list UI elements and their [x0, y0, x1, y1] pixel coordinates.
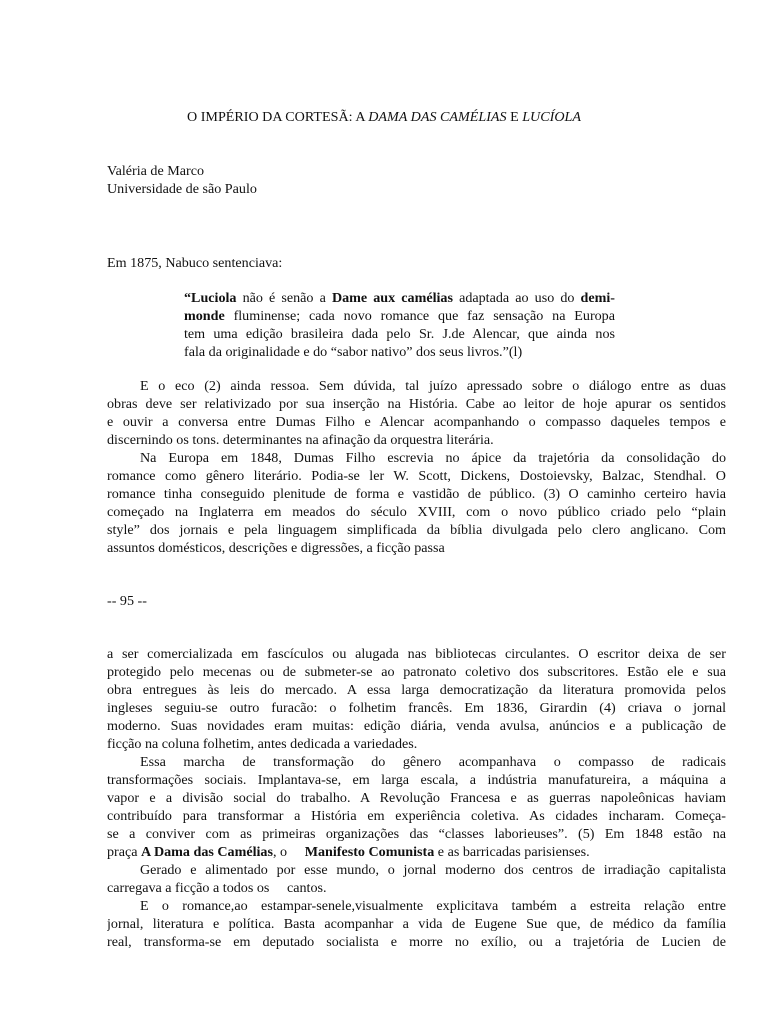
article-title: O IMPÉRIO DA CORTESÃ: A DAMA DAS CAMÉLIAS E LUCÍOLA — [187, 109, 581, 125]
text-line: vapor e a divisão social do trabalho. A Revolução Francesa e as guerras napoleônicas haviam — [107, 790, 726, 806]
text-line: ingleses seguiu-se outro furacão: o folhetim francês. Em 1836, Girardin (4) criava o jornal — [107, 700, 726, 716]
text-line: obras deve ser relativizado por sua inserção na História. Cabe ao leitor de hoje apurar os sentidos — [107, 396, 726, 412]
text-line: Na Europa em 1848, Dumas Filho escrevia no ápice da trajetória da consolidação do — [140, 450, 726, 466]
intro-line: Em 1875, Nabuco sentenciava: — [107, 255, 283, 271]
text-line: moderno. Suas novidades eram muitas: edição diária, venda avulsa, anúncios e a publicação de — [107, 718, 726, 734]
text-line: assuntos domésticos, descrições e digressões, a ficção passa — [107, 540, 445, 556]
quote-line: “Luciola não é senão a Dame aux camélias adaptada ao uso do demi- — [184, 290, 615, 306]
text-line: style” dos jornais e pela linguagem simplificada da bíblia divulgada pelo clero anglicano. Com — [107, 522, 726, 538]
body-text-page-1 — [107, 377, 726, 557]
author-name: Valéria de Marco — [107, 163, 205, 179]
author-block — [107, 162, 257, 198]
text-line: jornal, literatura e política. Basta acompanhar a vida de Eugene Sue que, de médico da família — [107, 916, 726, 932]
text-line: contribuído para transformar a História em experiência coletiva. As cidades incharam. Começa- — [107, 808, 726, 824]
quote-line: fala da originalidade e do “sabor nativo” dos seus livros.”(l) — [184, 344, 523, 360]
text-line: ficção na coluna folhetim, antes dedicada a variedades. — [107, 736, 418, 752]
body-text-page-2 — [107, 645, 726, 951]
text-line: romance como gênero literário. Podia-se ler W. Scott, Dickens, Dostoievsky, Balzac, Stendhal. O — [107, 468, 726, 484]
block-quote — [184, 289, 615, 361]
text-line: começado na Inglaterra em meados do século XVIII, com o novo público criado pelo “plain — [107, 504, 726, 520]
text-line: protegido pelo mecenas ou de submeter-se ao patronato coletivo dos subscritores. Estão ele e sua — [107, 664, 726, 680]
author-affiliation: Universidade de são Paulo — [107, 181, 257, 197]
text-line: E o romance,ao estampar-senele,visualmente explicitava também a estreita relação entre — [140, 898, 726, 914]
text-line: transformações sociais. Implantava-se, em larga escala, a indústria manufatureira, a máquina a — [107, 772, 726, 788]
text-line: a ser comercializada em fascículos ou alugada nas bibliotecas circulantes. O escritor deixa de ser — [107, 646, 726, 662]
text-line: e ouvir a conversa entre Dumas Filho e Alencar acompanhando o compasso daqueles tempos e — [107, 414, 726, 430]
quote-line: tem uma edição brasileira dada pelo Sr. J.de Alencar, que ainda nos — [184, 326, 615, 342]
text-line: romance tinha conseguido plenitude de forma e vastidão de público. (3) O caminho certeiro havia — [107, 486, 726, 502]
text-line: discernindo os tons. determinantes na afinação da orquestra literária. — [107, 432, 494, 448]
quote-line: monde fluminense; cada novo romance que faz sensação na Europa — [184, 308, 615, 324]
text-line: Gerado e alimentado por esse mundo, o jornal moderno dos centros de irradiação capitalista — [140, 862, 726, 878]
text-line: obra entregues às leis do mercado. A essa larga democratização da literatura promovida pelos — [107, 682, 726, 698]
text-line: E o eco (2) ainda ressoa. Sem dúvida, tal juízo apressado sobre o diálogo entre as duas — [140, 378, 726, 394]
text-line: Essa marcha de transformação do gênero acompanhava o compasso de radicais — [140, 754, 726, 770]
text-line: real, transforma-se em deputado socialista e morre no exílio, ou a trajetória de Lucien de — [107, 934, 726, 950]
text-line: praça A Dama das Camélias, o Manifesto Comunista e as barricadas parisienses. — [107, 844, 590, 860]
text-line: carregava a ficção a todos os cantos. — [107, 880, 327, 896]
text-line: se a conviver com as primeiras organizações das “classes laborieuses”. (5) Em 1848 estão na — [107, 826, 726, 842]
page-number: -- 95 -- — [107, 593, 147, 609]
